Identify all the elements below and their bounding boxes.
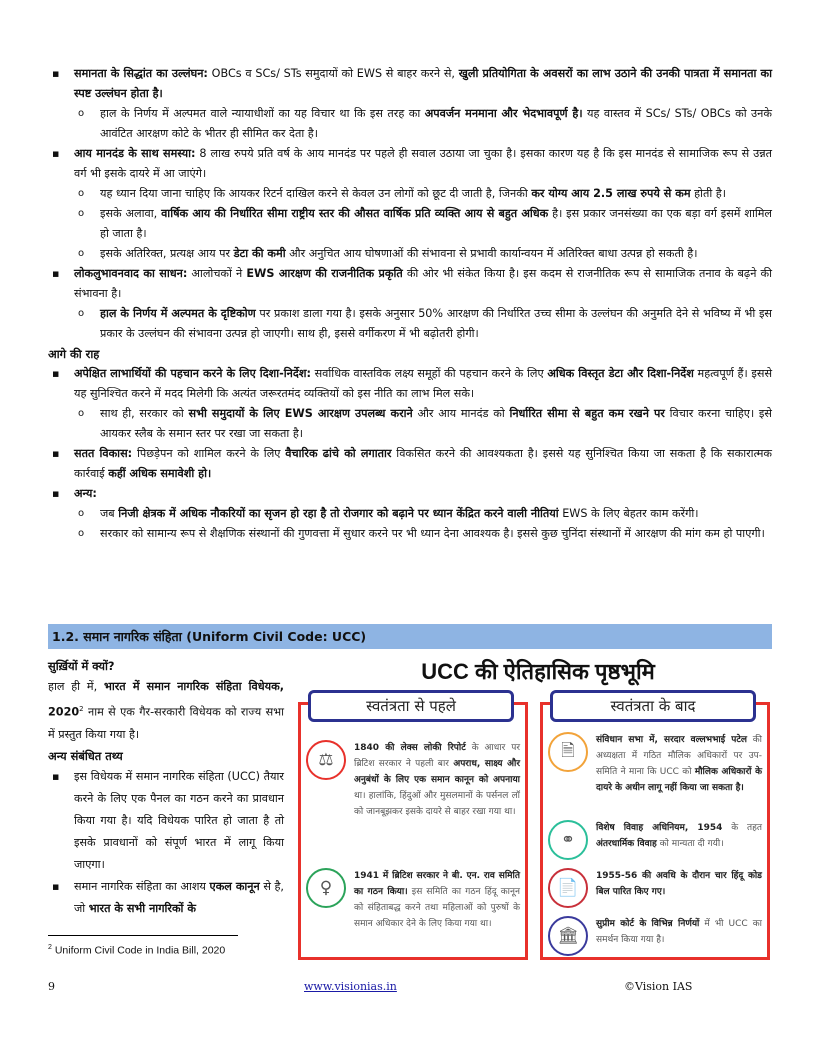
bullet-icon: ▪: [52, 879, 60, 893]
page-number: 9: [48, 980, 55, 993]
sub-bullet: o साथ ही, सरकार को सभी समुदायों के लिए EWS आरक्षण उपलब्ध कराने और आय मानदंड को निर्धारित सीमा से बहुत कम रखने पर विचार करना चाहिए। इसे आयकर स्लैब के समान स्तर पर रखा जा सकता है।: [48, 404, 772, 444]
bullet-others: ▪ अन्य:: [48, 484, 772, 504]
bullet-icon: ▪: [52, 367, 60, 380]
ucc-history-infographic: [296, 652, 780, 970]
sub-bullet: o इसके अतिरिक्त, प्रत्यक्ष आय पर डेटा की कमी और अनुचित आय घोषणाओं की संभावना से प्रभावी कार्यान्वयन में अतिरिक्त बाधा उत्पन्न हो सकती है।: [48, 244, 772, 264]
timeline-item: 📄 1955-56 की अवधि के दौरान चार हिंदू कोड बिल पारित किए गए।: [548, 868, 762, 908]
sub-bullet: o सरकार को सामान्य रूप से शैक्षणिक संस्थानों की गुणवत्ता में सुधार करने पर भी ध्यान देना आवश्यक है। इससे कुछ चुनिंदा संस्थानों में आरक्षण की मांग कम हो पाएगी।: [48, 524, 772, 544]
footnote-ref[interactable]: 2: [79, 705, 84, 713]
timeline-item: ⚭ विशेष विवाह अधिनियम, 1954 के तहत अंतरधार्मिक विवाह को मान्यता दी गयी।: [548, 820, 762, 860]
panel-before-independence: [296, 690, 530, 970]
main-content: [48, 64, 772, 544]
circle-bullet-icon: o: [78, 188, 85, 199]
circle-bullet-icon: o: [78, 208, 85, 219]
bullet-icon: ▪: [52, 147, 60, 160]
bullet-equality: ▪ समानता के सिद्धांत का उल्लंघन: OBCs व SCs/ STs समुदायों को EWS से बाहर करने से, खुली प्रतियोगिता के अवसरों का लाभ उठाने की उनकी पात्रता में समानता का स्पष्ट उल्लंघन होता है।: [48, 64, 772, 104]
panel-tab-before: स्वतंत्रता से पहले: [308, 690, 514, 722]
circle-bullet-icon: o: [78, 528, 85, 539]
bullet-icon: ▪: [52, 67, 60, 80]
section-heading-ucc: 1.2. समान नागरिक संहिता (Uniform Civil Code: UCC): [48, 624, 772, 649]
bullet-sustained-development: ▪ सतत विकास: पिछड़ेपन को शामिल करने के लिए वैचारिक ढांचे को लगातार विकसित करने की आवश्यकता है। इससे यह सुनिश्चित किया जा सकता है कि सकारात्मक कार्रवाई कहीं अधिक समावेशी हो।: [48, 444, 772, 484]
sub-bullet: o यह ध्यान दिया जाना चाहिए कि आयकर रिटर्न दाखिल करने से केवल उन लोगों को छूट दी जाती है, जिनकी कर योग्य आय 2.5 लाख रुपये से कम होती है।: [48, 184, 772, 204]
bullet-icon: ▪: [52, 487, 60, 500]
sub-bullet: o इसके अलावा, वार्षिक आय की निर्धारित सीमा राष्ट्रीय स्तर की औसत वार्षिक प्रति व्यक्ति आय से बहुत अधिक है। इस प्रकार जनसंख्या का एक बड़ा वर्ग इसमें शामिल हो जाता है।: [48, 204, 772, 244]
circle-bullet-icon: o: [78, 248, 85, 259]
rings-icon: ⚭: [548, 820, 588, 860]
ucc-left-column: [48, 656, 284, 920]
bullet-populism: ▪ लोकलुभावनवाद का साधन: आलोचकों ने EWS आरक्षण की राजनीतिक प्रकृति की ओर भी संकेत किया है। इस कदम से राजनीतिक रूप से सामाजिक तनाव के बढ़ने की संभावना है।: [48, 264, 772, 304]
bullet-icon: ▪: [52, 267, 60, 280]
panel-after-independence: [538, 690, 772, 970]
document-icon: 🗎: [548, 732, 588, 772]
infographic-title: UCC की ऐतिहासिक पृष्ठभूमि: [421, 659, 655, 684]
timeline-item: 🗎 संविधान सभा में, सरदार वल्लभभाई पटेल की अध्यक्षता में गठित मौलिक अधिकारों पर उप-समिति ने माना कि UCC को मौलिक अधिकारों के दायरे के अधीन लागू नहीं किया जा सकता है।: [548, 732, 762, 796]
way-forward-heading: आगे की राह: [48, 347, 100, 361]
bullet-icon: ▪: [52, 447, 60, 460]
copyright: ©Vision IAS: [624, 980, 693, 993]
women-rights-icon: ♀: [306, 868, 346, 908]
timeline-item: ♀ 1941 में ब्रिटिश सरकार ने बी. एन. राव समिति का गठन किया। इस समिति का गठन हिंदू कानून को संहिताबद्ध करने तथा महिलाओं को पुरुषों के समान अधिकार देने के लिए किया गया था।: [306, 868, 520, 932]
bill-icon: 📄: [548, 868, 588, 908]
footnote: $^2$ Uniform Civil Code in India Bill, 2020: [48, 944, 226, 957]
panel-tab-after: स्वतंत्रता के बाद: [550, 690, 756, 722]
timeline-item: 🏛 सुप्रीम कोर्ट के विभिन्न निर्णयों में भी UCC का समर्थन किया गया है।: [548, 916, 762, 956]
why-in-news-text: हाल ही में, भारत में समान नागरिक संहिता विधेयक, 2020$^2$ नाम से एक गैर-सरकारी विधेयक को राज्य सभा में प्रस्तुत किया गया है।: [48, 680, 284, 741]
bullet-related-1: ▪ इस विधेयक में समान नागरिक संहिता (UCC) तैयार करने के लिए एक पैनल का गठन करने का प्रावधान किया गया है। यदि विधेयक पारित हो जाता है तो इसके प्रावधानों को संपूर्ण भारत में लागू किया जाएगा।: [48, 766, 284, 876]
circle-bullet-icon: o: [78, 408, 85, 419]
why-in-news-heading: सुर्ख़ियों में क्यों?: [48, 659, 115, 673]
gavel-icon: ⚖: [306, 740, 346, 780]
related-facts-heading: अन्य संबंधित तथ्य: [48, 748, 123, 763]
bullet-icon: ▪: [52, 769, 60, 783]
circle-bullet-icon: o: [78, 308, 85, 319]
bullet-income-criteria: ▪ आय मानदंड के साथ समस्या: 8 लाख रुपये प्रति वर्ष के आय मानदंड पर पहले ही सवाल उठाया जा चुका है। इसका कारण यह है कि इस मानदंड से सामाजिक रूप से उन्नत वर्ग भी इसके दायरे में आ जाएंगे।: [48, 144, 772, 184]
timeline-item: ⚖ 1840 की लेक्स लोकी रिपोर्ट के आधार पर ब्रिटिश सरकार ने पहली बार अपराध, साक्ष्य और अनुबंधों के लिए एक समान कानून को अपनाया था। हालांकि, हिंदुओं और मुसलमानों के पर्सनल लॉ को जानबूझकर इसके दायरे से बाहर रखा गया था।: [306, 740, 520, 820]
website-link[interactable]: www.visionias.in: [304, 980, 397, 993]
sub-bullet: o हाल के निर्णय में अल्पमत वाले न्यायाधीशों का यह विचार था कि इस तरह का अपवर्जन मनमाना और भेदभावपूर्ण है। यह वास्तव में SCs/ STs/ OBCs को उनके आवंटित आरक्षण कोटे के भीतर ही सीमित कर देता है।: [48, 104, 772, 144]
circle-bullet-icon: o: [78, 508, 85, 519]
sub-bullet: o हाल के निर्णय में अल्पमत के दृष्टिकोण पर प्रकाश डाला गया है। इसके अनुसार 50% आरक्षण की निर्धारित उच्च सीमा के उल्लंघन की अनुमति देने से भविष्य में भी इस प्रकार के उल्लंघन की संभावना उत्पन्न हो जाएगी। साथ ही, इससे वर्गीकरण में भी बढ़ोतरी होगी।: [48, 304, 772, 344]
court-icon: 🏛: [548, 916, 588, 956]
bullet-guidelines: ▪ अपेक्षित लाभार्थियों की पहचान करने के लिए दिशा-निर्देश: सर्वाधिक वास्तविक लक्ष्य समूहों की पहचान करने के लिए अधिक विस्तृत डेटा और दिशा-निर्देश महत्वपूर्ण हैं। इससे यह सुनिश्चित करने में मदद मिलेगी कि अत्यंत जरूरतमंद व्यक्तियों को इस नीति का लाभ मिल सके।: [48, 364, 772, 404]
sub-bullet: o जब निजी क्षेत्रक में अधिक नौकरियों का सृजन हो रहा है तो रोजगार को बढ़ाने पर ध्यान केंद्रित करने वाली नीतियां EWS के लिए बेहतर काम करेंगी।: [48, 504, 772, 524]
circle-bullet-icon: o: [78, 108, 85, 119]
footnote-divider: [48, 935, 238, 936]
bullet-related-2: ▪ समान नागरिक संहिता का आशय एकल कानून से है, जो भारत के सभी नागरिकों के: [48, 876, 284, 920]
